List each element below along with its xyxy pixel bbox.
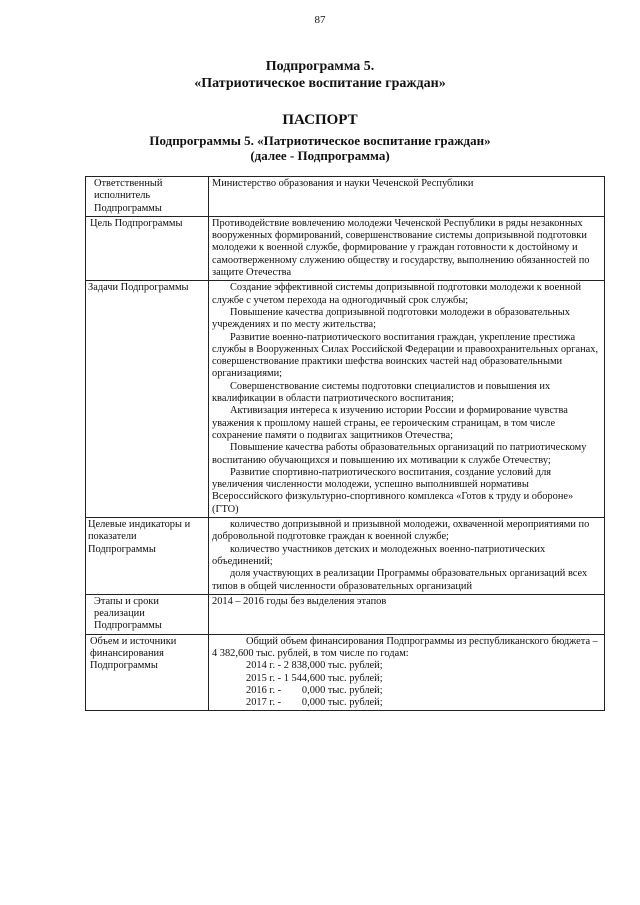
funding-year-line: 2015 г. - 1 544,600 тыс. рублей; [246,672,383,684]
content-paragraph: Создание эффективной системы допризывной подготовки молодежи к военной службе с учетом перехода на одногодичный срок службы; [212,282,582,306]
funding-year-line: 2014 г. - 2 838,000 тыс. рублей; [246,660,383,672]
row-content [209,177,605,217]
table-row [86,518,605,595]
row-content [209,216,605,280]
content-paragraph: количество участников детских и молодежных военно-патриотических объединений; [212,543,546,567]
content-paragraph: Совершенствование системы подготовки специалистов и повышения их квалификации в области патриотического воспитания; [212,380,551,405]
table-row [86,281,605,518]
subprogram-title: Подпрограмма 5. [265,59,375,74]
content-paragraph: Общий объем финансирования Подпрограммы из республиканского бюджета – 4 382,600 тыс. рублей, в том числе по годам: [212,635,598,659]
content-paragraph: Министерство образования и науки Чеченской Республики [212,178,474,189]
row-label: Ответственный исполнитель Подпрограммы [86,177,209,217]
content-paragraph: Активизация интереса к изучению истории России и формирование чувства уважения к прошлому нашей страны, ее героическим страницам, в том числе сохранение памяти о подвигах защитников Отечества; [212,405,568,441]
row-label: Задачи Подпрограммы [86,281,209,518]
content-paragraph: Повышение качества допризывной подготовки молодежи в образовательных учреждениях и по месту жительства; [212,306,570,331]
table-row [86,594,605,634]
row-label: Этапы и сроки реализации Подпрограммы [86,594,209,634]
page-number: 87 [314,14,326,26]
passport-subheading: Подпрограммы 5. «Патриотическое воспитание граждан» [149,133,491,148]
row-label: Целевые индикаторы и показатели Подпрограммы [86,518,209,595]
row-label: Цель Подпрограммы [86,216,209,280]
passport-subheading-note: (далее - Подпрограмма) [250,148,390,163]
content-paragraph: Противодействие вовлечению молодежи Чеченской Республики в ряды незаконных вооруженных формирований, совершенствование системы допризывной подготовки молодежи к военной службе, формирование у граждан готовности к достойному и самоотверженному служению обществу и государству, выполнению обязанностей по защите Отечества [212,217,590,279]
passport-table [85,176,605,711]
row-content [209,518,605,595]
table-row [86,216,605,280]
content-paragraph: доля участвующих в реализации Программы образовательных организаций всех типов в общей численности образовательных организаций [212,568,588,592]
content-paragraph: Повышение качества работы образовательных организаций по патриотическому воспитанию обучающихся и повышению их мотивации к службе Отечеству; [212,442,587,466]
content-paragraph: Развитие спортивно-патриотического воспитания, создание условий для увеличения численности молодежи, успешно выполнившей нормативы Всероссийского физкультурно-спортивного комплекса «Готов к труду и обороне» (ГТО) [212,466,574,515]
row-label: Объем и источники финансирования Подпрограммы [86,634,209,711]
passport-heading: ПАСПОРТ [282,112,358,128]
subprogram-name: «Патриотическое воспитание граждан» [194,76,446,91]
row-content [209,594,605,634]
content-paragraph: 2014 – 2016 годы без выделения этапов [212,595,387,607]
funding-year-line: 2017 г. - 0,000 тыс. рублей; [246,697,383,709]
table-row [86,634,605,711]
row-content [209,281,605,518]
funding-year-line: 2016 г. - 0,000 тыс. рублей; [246,684,383,696]
table-row [86,177,605,217]
content-paragraph: количество допризывной и призывной молодежи, охваченной мероприятиями по добровольной подготовке граждан к военной службе; [212,519,590,543]
content-paragraph: Развитие военно-патриотического воспитания граждан, укрепление престижа службы в Вооруженных Силах Российской Федерации и правоохранительных органах, совершенствование практики шефства воинских частей над образовательными организациями; [212,331,599,380]
row-content [209,634,605,711]
